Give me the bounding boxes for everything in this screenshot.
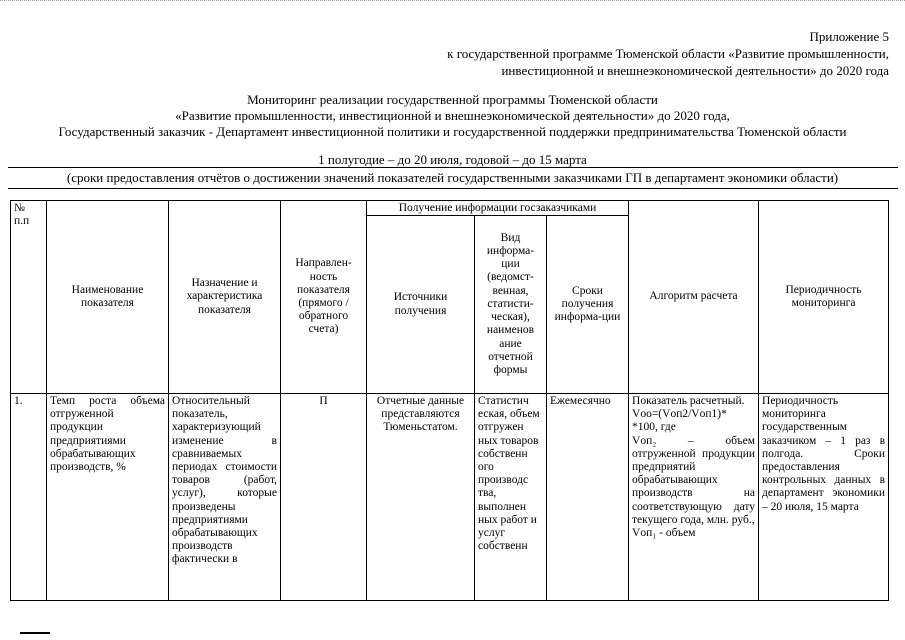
deadline-note: (сроки предоставления отчётов о достижении значений показателей государственными заказчиками ГП в департамент экономики области) (66, 170, 839, 185)
row-num: 1. (11, 394, 47, 601)
header-periodicity: Периодичность мониторинга (759, 201, 889, 394)
deadline-divider (8, 188, 898, 189)
appendix-line-1: Приложение 5 (809, 29, 889, 44)
table-row (11, 394, 889, 601)
header-direction: Направлен-ность показателя (прямого /обратного счета) (281, 201, 367, 394)
header-algorithm: Алгоритм расчета (629, 201, 759, 394)
document-title (0, 92, 905, 140)
header-num: № п.п (11, 201, 47, 394)
algorithm-line-3: Vоп₂ – объем отгруженной продукции предприятий обрабатывающих производств на соответствующую дату текущего года, млн. руб., (632, 434, 756, 526)
reporting-period: 1 полугодие – до 20 июля, годовой – до 15 марта (318, 152, 587, 167)
row-direction: П (281, 394, 367, 601)
header-group: Получение информации госзаказчиками (367, 201, 629, 216)
header-name: Наименование показателя (47, 201, 169, 394)
title-line-3: Государственный заказчик - Департамент инвестиционной политики и государственной поддержки предпринимательства Тюменской области (58, 124, 847, 139)
algorithm-line-2: Vоо=(Vоп2/Vоп1)* *100, где (632, 408, 727, 434)
header-sources: Источники получения (367, 216, 475, 394)
header-purpose: Назначение и характеристика показателя (169, 201, 281, 394)
row-purpose: Относительный показатель, характеризующий изменение в сравниваемых периодах стоимости товаров (работ, услуг), которые произведены предприятиями обрабатывающих производств фактически в (169, 394, 281, 601)
appendix-line-2: к государственной программе Тюменской области «Развитие промышленности, (447, 46, 889, 61)
period-divider (8, 167, 898, 168)
row-algorithm (629, 394, 759, 601)
appendix-block (447, 28, 889, 79)
row-name: Темп роста объема отгруженной продукции предприятиями обрабатывающих производств, % (47, 394, 169, 601)
title-line-2: «Развитие промышленности, инвестиционной и внешнеэкономической деятельности» до 2020 года, (175, 108, 730, 123)
header-info-type: Вид информа-ции (ведомст-венная, статисти-ческая), наименов ание отчетной формы (475, 216, 547, 394)
top-edge (0, 0, 905, 2)
algorithm-line-1: Показатель расчетный. (632, 395, 745, 407)
page-bottom-mark (20, 632, 50, 634)
appendix-line-3: инвестиционной и внешнеэкономической деятельности» до 2020 года (501, 63, 889, 78)
title-line-1: Мониторинг реализации государственной программы Тюменской области (247, 92, 658, 107)
monitoring-table (10, 200, 889, 601)
header-terms: Сроки получения информа-ции (547, 216, 629, 394)
row-periodicity: Периодичность мониторинга государственным заказчиком – 1 раз в полгода. Сроки предоставления контрольных данных в департамент экономики – 20 июля, 15 марта (759, 394, 889, 601)
row-terms: Ежемесячно (547, 394, 629, 601)
algorithm-line-4: Vоп₁ - объем (632, 527, 696, 540)
header-row-1 (11, 201, 889, 216)
row-info-type: Статистич еская, объем отгружен ных товаров собственн ого производс тва, выполнен ных работ и услуг собственн (475, 394, 547, 601)
row-sources: Отчетные данные представляются Тюменьстатом. (367, 394, 475, 601)
